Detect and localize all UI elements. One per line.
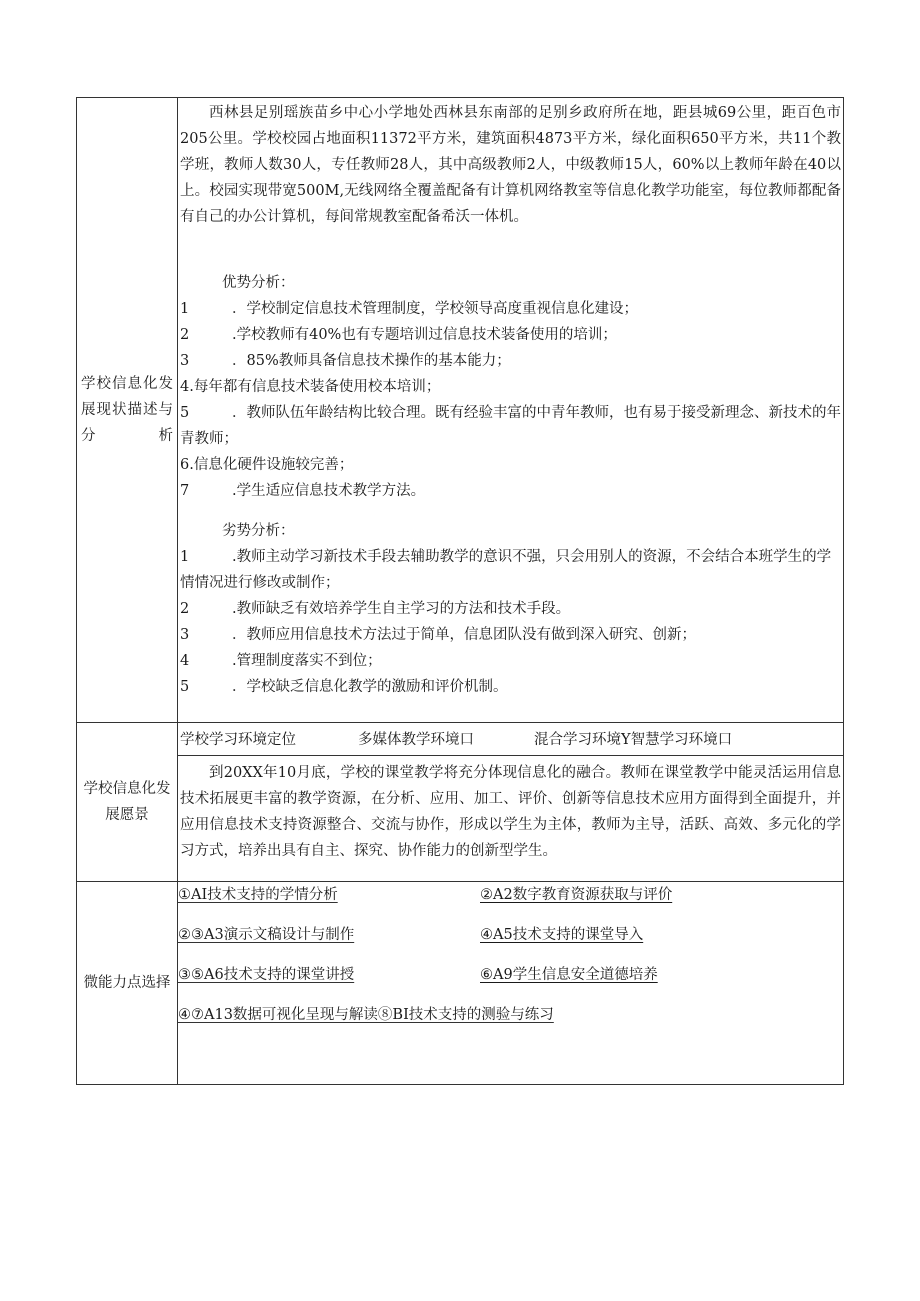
section-ability [77,882,844,1085]
item-text: ．学校缺乏信息化教学的激励和评价机制。 [232,679,508,695]
list-item [178,374,843,400]
section-ability-label: 微能力点选择 [77,882,178,1085]
list-item [178,322,843,348]
ability-item: ④⑦A13数据可视化呈现与解读⑧BI技术支持的测验与练习 [178,1007,554,1023]
list-item [178,648,843,674]
item-text: .学生适应信息技术教学方法。 [232,483,426,499]
env-position-row [178,723,843,756]
weaknesses-list [178,544,843,700]
list-item [178,400,843,452]
item-number: 7 [180,483,190,499]
section-vision-label: 学校信息化发展愿景 [77,723,178,882]
ability-item: ③⑤A6技术支持的课堂讲授 [178,967,355,983]
ability-row [178,882,843,922]
section-status-content [178,98,844,723]
ability-item: ④A5技术支持的课堂导入 [480,927,644,943]
item-text: ．教师应用信息技术方法过于简单，信息团队没有做到深入研究、创新； [232,627,696,643]
item-number: 3 [180,353,190,369]
item-number: 1 [180,301,190,317]
info-plan-table [76,97,844,1085]
strengths-title: 优势分析： [222,275,295,291]
section-status [77,98,844,723]
section-ability-content [178,882,844,1085]
list-item [178,296,843,322]
item-text: .学校教师有40%也有专题培训过信息技术装备使用的培训； [232,327,617,343]
item-number: 5 [180,405,190,421]
item-text: ．85%教师具备信息技术操作的基本能力； [232,353,511,369]
item-text: .教师缺乏有效培养学生自主学习的方法和技术手段。 [232,601,571,617]
list-item [178,596,843,622]
item-number: 2 [180,601,190,617]
ability-item: ⑥A9学生信息安全道德培养 [480,967,658,983]
list-item [178,452,843,478]
ability-item: ②A2数字教育资源获取与评价 [480,887,673,903]
ability-row [178,962,843,1002]
item-text: ．学校制定信息技术管理制度，学校领导高度重视信息化建设； [232,301,638,317]
list-item [178,478,843,504]
item-number: 1 [180,549,190,565]
item-text: .管理制度落实不到位； [232,653,382,669]
ability-item: ①AI技术支持的学情分析 [178,887,338,903]
item-text: 6.信息化硬件设施较完善； [180,457,354,473]
item-number: 2 [180,327,190,343]
section-vision-content [178,723,844,882]
env-title: 学校学习环境定位 [180,732,296,748]
weaknesses-title: 劣势分析： [222,523,295,539]
ability-item: ②③A3演示文稿设计与制作 [178,927,355,943]
list-item [178,544,843,596]
section-vision [77,723,844,882]
item-number: 3 [180,627,190,643]
item-text: 4.每年都有信息技术装备使用校本培训； [180,379,441,395]
env-option-mixed: 混合学习环境Y智慧学习环境口 [534,732,733,748]
item-text: .教师主动学习新技术手段去辅助教学的意识不强，只会用别人的资源，不会结合本班学生的学情情况进行修改或制作； [180,549,832,591]
vision-text: 到20XX年10月底，学校的课堂教学将充分体现信息化的融合。教师在课堂教学中能灵活运用信息技术拓展更丰富的教学资源，在分析、应用、加工、评价、创新等信息技术应用方面得到全面提升，并应用信息技术支持资源整合、交流与协作，形成以学生为主体，教师为主导，活跃、高效、多元化的学习方式，培养出具有自主、探究、协作能力的创新型学生。 [180,765,841,859]
list-item [178,674,843,700]
item-number: 5 [180,679,190,695]
env-option-multimedia: 多媒体教学环境口 [358,732,474,748]
item-number: 4 [180,653,190,669]
list-item [178,348,843,374]
ability-row [178,1002,843,1042]
section-status-label: 学校信息化发展现状描述与分析 [77,98,178,723]
ability-row [178,922,843,962]
strengths-list [178,296,843,504]
item-text: ．教师队伍年龄结构比较合理。既有经验丰富的中青年教师，也有易于接受新理念、新技术的年青教师； [180,405,841,447]
list-item [178,622,843,648]
school-intro: 西林县足别瑶族苗乡中心小学地处西林县东南部的足别乡政府所在地，距县城69公里，距百色市205公里。学校校园占地面积11372平方米，建筑面积4873平方米，绿化面积650平方米，共11个教学班，教师人数30人，专任教师28人，其中高级教师2人，中级教师15人，60%以上教师年龄在40以上。校园实现带宽500M,无线网络全覆盖配备有计算机网络教室等信息化教学功能室，每位教师都配备有自己的办公计算机，每间常规教室配备希沃一体机。 [180,105,841,225]
